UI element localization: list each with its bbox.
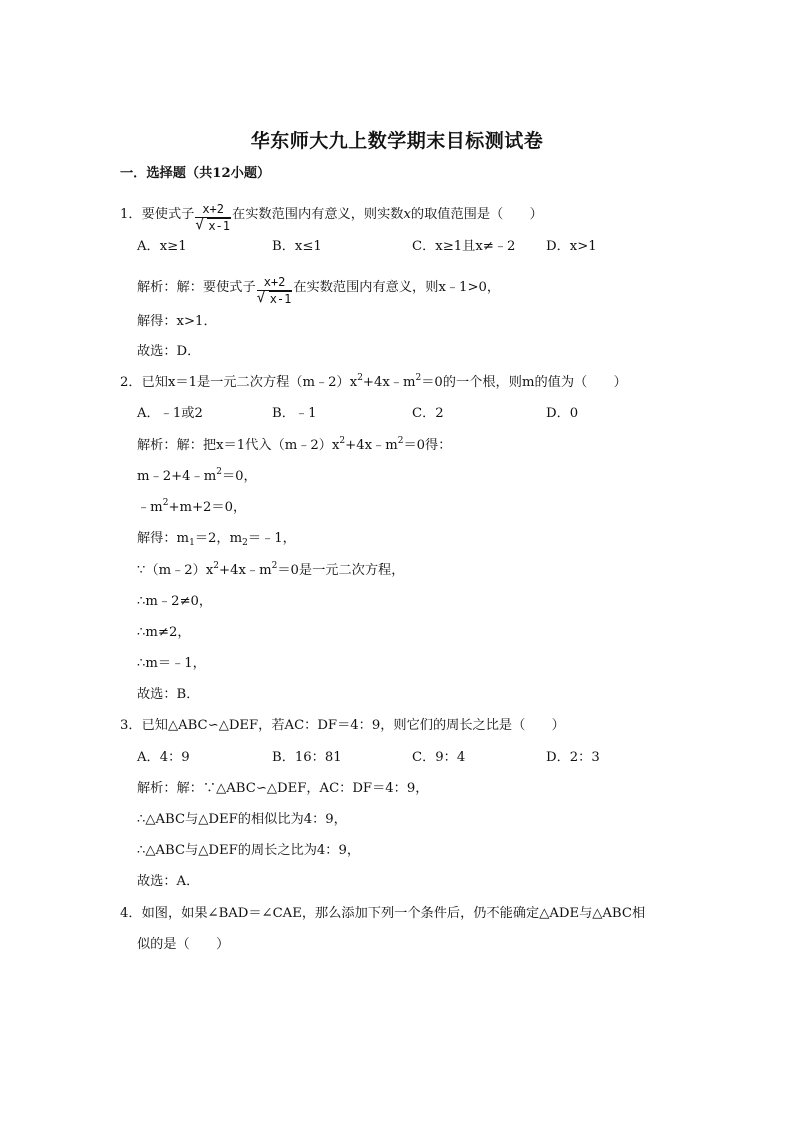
q3-analysis-1: 解析：解：∵△ABC∽△DEF，AC：DF＝4：9， — [137, 781, 429, 796]
q2-analysis-8: ∴m＝﹣1， — [137, 656, 206, 671]
q2-analysis-6: ∴m﹣2≠0， — [137, 594, 213, 609]
q1-analysis-frac-denominator: x-1 — [269, 292, 292, 306]
q2-option-d: D．0 — [546, 406, 579, 421]
q2-option-a: A．﹣1或2 — [137, 406, 203, 421]
q1-solve: 解得：x>1． — [137, 314, 217, 329]
question-4-stem-line2: 似的是（ ） — [137, 937, 230, 952]
q2-analysis-5: $\because(m﹣2)x^2+4x﹣m^2=0$是一元二次方程， — [137, 561, 405, 578]
sqrt-icon: √ — [195, 217, 204, 233]
q2-exp-1: 2 — [357, 373, 363, 383]
q1-analysis — [137, 272, 501, 306]
sqrt-icon: √ — [256, 290, 266, 306]
q1-analysis-fraction — [257, 275, 293, 306]
q3-option-a: A．4：9 — [137, 750, 190, 765]
q3-option-b: B．16：81 — [272, 750, 342, 765]
q1-frac-numerator: x+2 — [195, 202, 231, 218]
q1-frac-denominator: x-1 — [208, 219, 231, 233]
section-heading: 一．选择题（共12小题） — [120, 166, 271, 181]
q1-option-c: C．x≥1且x≠﹣2 — [412, 239, 516, 254]
q1-fraction — [195, 202, 231, 233]
q3-option-c: C．9：4 — [412, 750, 466, 765]
q1-var: x — [403, 207, 411, 222]
q3-analysis-2: ∴△ABC与△DEF的相似比为4：9， — [137, 812, 347, 827]
q2-analysis-3: $﹣m^2+m+2=0$， — [137, 498, 247, 515]
q1-analysis-pre: 解析：解：要使式子 — [137, 280, 256, 295]
q2-exp-2: 2 — [415, 373, 422, 383]
q2-option-c: C．2 — [412, 406, 444, 421]
q3-option-d: D．2：3 — [546, 750, 600, 765]
question-1-stem — [120, 199, 543, 233]
question-4-stem-line1: 4．如图，如果∠BAD＝∠CAE，那么添加下列一个条件后，仍不能确定△ADE与△ABC相 — [120, 906, 646, 921]
q2-stem-e: m的值为（ ） — [521, 375, 627, 390]
q2-stem-d: ＝0的一个根，则 — [421, 375, 522, 390]
q1-option-d: D．x>1 — [546, 239, 597, 254]
q1-option-a: A．x≥1 — [137, 239, 187, 254]
q1-sqrt — [195, 219, 231, 233]
q2-analysis-2: $m﹣2+4﹣m^2=0$， — [137, 467, 257, 484]
q1-option-b: B．x≤1 — [272, 239, 322, 254]
q2-stem-c: +4x﹣m — [362, 375, 416, 390]
q1-analysis-post: 在实数范围内有意义，则 — [293, 280, 439, 295]
q2-stem-a: 2．已知 — [120, 375, 168, 390]
q2-option-b: B．﹣1 — [272, 406, 317, 421]
q1-analysis-frac-numerator: x+2 — [257, 275, 293, 291]
q2-analysis-1: 解析：解：把x＝1代入$(m﹣2)x^2+4x﹣m^2=0$得： — [137, 436, 452, 453]
question-3-stem: 3．已知△ABC∽△DEF，若AC：DF＝4：9，则它们的周长之比是（ ） — [120, 718, 565, 733]
q2-stem-b: x＝1是一元二次方程（m﹣2）x — [167, 375, 358, 390]
q1-stem-pre: 1．要使式子 — [120, 207, 195, 222]
q2-analysis-4: 解得：$m_1=2$，$m_2=﹣1$， — [137, 531, 296, 548]
q2-analysis-7: ∴m≠2， — [137, 625, 191, 640]
question-2-stem — [120, 374, 627, 392]
q3-analysis-3: ∴△ABC与△DEF的周长之比为4：9， — [137, 843, 361, 858]
page-title: 华东师大九上数学期末目标测试卷 — [250, 130, 544, 152]
q3-answer: 故选：A． — [137, 874, 200, 889]
q1-stem-post: 在实数范围内有意义，则实数 — [232, 207, 404, 222]
q1-answer: 故选：D． — [137, 344, 201, 359]
q1-stem-post2: 的取值范围是（ ） — [410, 207, 543, 222]
q2-answer: 故选：B． — [137, 687, 200, 702]
q1-analysis-cond: x﹣1>0， — [438, 280, 501, 295]
